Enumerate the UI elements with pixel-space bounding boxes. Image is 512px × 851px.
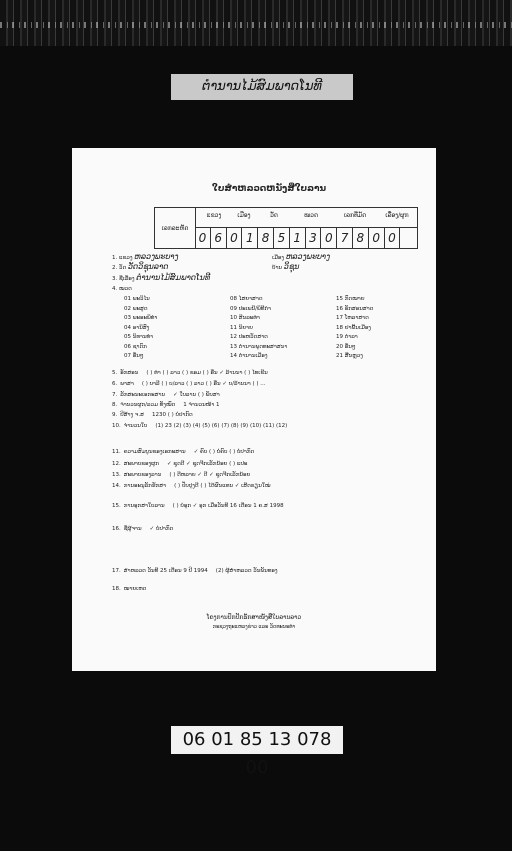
doc-code-digits — [195, 228, 400, 248]
code-digit: 7 — [337, 228, 353, 248]
field-title: 3. ຊື່ເລື່ອງ ຕຳນານໄມ້ສົມພາດໂນທີ — [112, 273, 211, 282]
code-digit: 0 — [227, 228, 243, 248]
category-option: 10 ສິນລະທຳ — [230, 315, 260, 321]
code-digit: 3 — [306, 228, 322, 248]
category-option: 16 ອັກສອນສາດ — [336, 305, 374, 312]
form-heading: ໃບສຳຫລວດຫນັງສືໃບລານ — [212, 184, 327, 194]
form-row: 8. ຈຳນວນຜູກ/ລວມ ທັງໝົດ 1 ຈຳນວນໜ້າ 1 — [112, 402, 220, 408]
form-row: 16. ຊື່ຜູ້ຈານ ✓ ບໍ່ປາກົດ — [112, 526, 174, 532]
form-row: 15. ການອຸກສາໃບລານ ( ) ບໍ່ອຸກ ✓ ອຸກ ເມື່ອວັນທີ 16 ເດືອນ 1 ຄ.ສ 1998 — [112, 503, 284, 509]
category-option: 08 ໄສຍາສາດ — [230, 296, 263, 302]
col-temple: ວັດ — [270, 212, 278, 219]
col-category: ໝວດ — [304, 212, 318, 219]
col-bundle: ເລກທີ່ມັດ — [343, 212, 367, 219]
category-option: 05 ນິທານທຳ — [124, 334, 154, 340]
form-row: 13. ສະພາບຂອງລານ ( ) ດີຫລາຍ ✓ ດີ ✓ ຊຸດຈີກເລັກນ້ອຍ — [112, 472, 251, 478]
code-digit: 0 — [369, 228, 385, 248]
category-option: 18 ຢາພື້ນເມືອງ — [336, 324, 371, 331]
document-code-box — [154, 207, 418, 249]
form-row: 17. ສຳຫລວດ ວັນທີ 25 ເດືອນ 9 ປີ 1994 (2) ຜູ້ສຳຫລວດ ວັນພັນທອງ — [112, 568, 278, 574]
form-row: 18. ໝາຍເຫດ — [112, 586, 147, 592]
category-label: 4. ໝວດ — [112, 286, 132, 292]
category-option: 01 ພະວິໄນ — [124, 296, 150, 302]
category-option: 17 ໂຫລາສາດ — [336, 315, 369, 321]
form-row: 10. ຈຳນວນໃບ (1) 23 (2) (3) (4) (5) (6) (7) (8) (9) (10) (11) (12) — [112, 423, 288, 429]
col-story: ເລື່ອງ/ຜູກ — [385, 212, 409, 219]
document-number-label: 06 01 85 13 078 00 — [171, 726, 343, 754]
film-strip-border — [0, 0, 512, 46]
category-option: 19 ຕຳລາ — [336, 334, 358, 340]
field-village: ບ້ານ ວິຊຸນ — [272, 262, 300, 271]
category-option: 12 ປະຫວັດສາດ — [230, 334, 268, 340]
code-digit: 0 — [195, 228, 211, 248]
category-option: 09 ປະເພນີ/ພິທີກຳ — [230, 305, 272, 312]
category-option: 13 ຕຳນານພຸດທະສາສນາ — [230, 343, 288, 350]
code-digit: 5 — [274, 228, 290, 248]
title-label: ຕຳນານໄມ້ສົມພາດໂນທີ — [171, 74, 353, 100]
form-row: 12. ສະພາບຂອງຜູກ ✓ ຊຸດດີ ✓ ຊຸດຈີກເລັກນ້ອຍ ( ) ແປະ — [112, 461, 248, 467]
form-row: 5. ອັກສອນ ( ) ທຳ ( ) ລາວ ( ) ຂອມ ( ) ອື່ນ ✓ ລ້ານນາ ( ) ໄທເຂີນ — [112, 370, 268, 376]
category-option: 20 ອື່ນໆ — [336, 343, 356, 350]
category-option: 03 ພະອະພິທຳ — [124, 315, 158, 321]
category-option: 15 ກົດໝາຍ — [336, 296, 365, 302]
footer-line-1: ໂຄງການປົກປັກຮັກສາໜັງສືໃບລານລາວ — [206, 614, 302, 621]
col-city: ເມືອງ — [237, 212, 251, 219]
code-digit: 0 — [321, 228, 337, 248]
form-row: 9. ປີສ້າງ ຈ.ສ 1230 ( ) ບໍ່ປາກົດ — [112, 412, 193, 418]
field-city: ເມືອງ ຫລວງພະບາງ — [272, 252, 330, 261]
code-digit: 6 — [211, 228, 227, 248]
code-digit: 8 — [353, 228, 369, 248]
category-option: 11 ນິຍາຍ — [230, 324, 253, 331]
category-option: 14 ຕຳນານເມືອງ — [230, 353, 268, 359]
code-digit: 8 — [258, 228, 274, 248]
footer-line-2: ກະຊວງຖະແຫລງຂ່າວ ແລະ ວັດທະນະທຳ — [212, 624, 296, 630]
survey-form-sheet — [72, 148, 436, 671]
category-option: 02 ພະສູດ — [124, 305, 148, 312]
category-option: 07 ອື່ນໆ — [124, 353, 144, 359]
doc-code-label: ເລກລະຫັດ — [155, 208, 196, 248]
code-digit: 1 — [242, 228, 258, 248]
category-option: 04 ອານິສົງ — [124, 324, 150, 331]
category-option: 06 ຊາດົກ — [124, 343, 147, 350]
form-row: 6. ພາສາ ( ) ບາລີ ( ) ບ/ລາວ ( ) ລາວ ( ) ອື່ນ ✓ ບ/ລ້ານນາ ( ) ... — [112, 381, 266, 387]
code-digit: 1 — [290, 228, 306, 248]
form-row: 7. ລັກສະນະເອກະສານ ✓ ໃບລານ ( ) ພັບສາ — [112, 392, 220, 398]
form-row: 11. ຄວາມສົມບູນຂອງເອກະສານ ✓ ຄົບ ( ) ບໍ່ຄົບ ( ) ບໍ່ປາກົດ — [112, 449, 255, 455]
form-row: 14. ການອະນຸລັກຮັກສາ ( ) ປັບປຸງດີ ( ) ໄດ້ຜົນແທນ ✓ ເສີດຂຽນໃໝ່ — [112, 483, 271, 489]
col-province: ແຂວງ — [206, 212, 222, 219]
code-digit: 0 — [385, 228, 401, 248]
field-temple: 2. ວັດ ວັດວິຊຸນລາດ — [112, 262, 169, 271]
field-province: 1. ແຂວງ ຫລວງພະບາງ — [112, 252, 179, 261]
category-option: 21 ສີ້ນຫຼວງ — [336, 353, 363, 359]
